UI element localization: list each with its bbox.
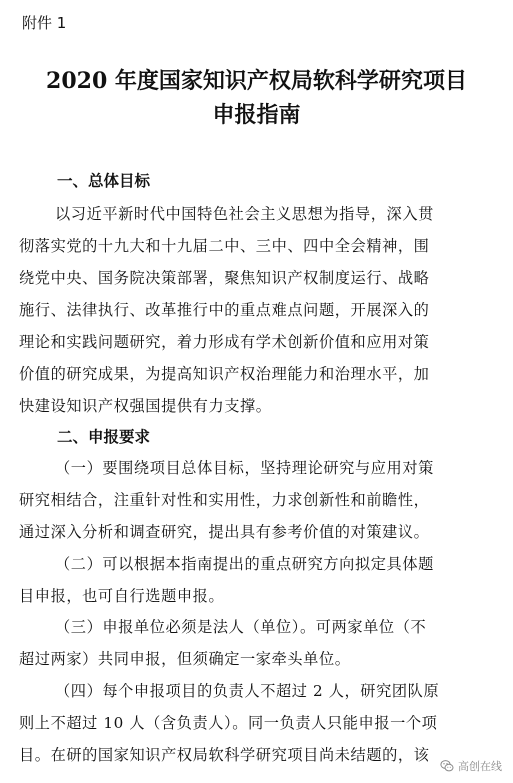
paragraph-requirement-1 [19,452,497,548]
text-line: 快建设知识产权强国提供有力支撑。 [19,397,272,415]
text-line: 价值的研究成果，为提高知识产权治理能力和治理水平，加 [19,365,430,383]
title-line-2: 申报指南 [212,102,301,128]
text-line: （四）每个申报项目的负责人不超过 2 人，研究团队原 [55,682,440,700]
paragraph-requirement-2 [19,548,497,612]
title-line-1: 2020 年度国家知识产权局软科学研究项目 [46,68,467,94]
text-line: （一）要围绕项目总体目标，坚持理论研究与应用对策 [55,459,434,477]
watermark-text: 高创在线 [458,760,502,773]
watermark [437,757,505,775]
wechat-icon [440,759,454,773]
text-line: 目。在研的国家知识产权局软科学研究项目尚未结题的，该 [19,746,430,764]
section-heading-requirements: 二、申报要求 [57,428,151,446]
text-line: 则上不超过 10 人（含负责人）。同一负责人只能申报一个项 [19,714,438,732]
text-line: 研究相结合，注重针对性和实用性，力求创新性和前瞻性， [19,491,430,509]
paragraph-requirement-3 [19,611,497,675]
text-line: 超过两家）共同申报，但须确定一家牵头单位。 [19,650,351,668]
text-line: （三）申报单位必须是法人（单位）。可两家单位（不 [55,618,427,636]
text-line: 通过深入分析和调查研究，提出具有参考价值的对策建议。 [19,523,430,541]
text-line: 彻落实党的十九大和十九届二中、三中、四中全会精神，围 [19,237,430,255]
paragraph-goals [19,198,497,422]
text-line: 目申报，也可自行选题申报。 [19,587,225,605]
text-line: 绕党中央、国务院决策部署，聚焦知识产权制度运行、战略 [19,269,430,287]
section-heading-goals: 一、总体目标 [57,172,151,190]
text-line: 施行、法律执行、改革推行中的重点难点问题，开展深入的 [19,301,430,319]
text-line: 理论和实践问题研究，着力形成有学术创新价值和应用对策 [19,333,430,351]
paragraph-requirement-4 [19,675,497,771]
page-title [0,64,513,132]
text-line: 以习近平新时代中国特色社会主义思想为指导，深入贯 [55,205,434,223]
attachment-label: 附件 1 [22,14,67,32]
text-line: （二）可以根据本指南提出的重点研究方向拟定具体题 [55,555,434,573]
